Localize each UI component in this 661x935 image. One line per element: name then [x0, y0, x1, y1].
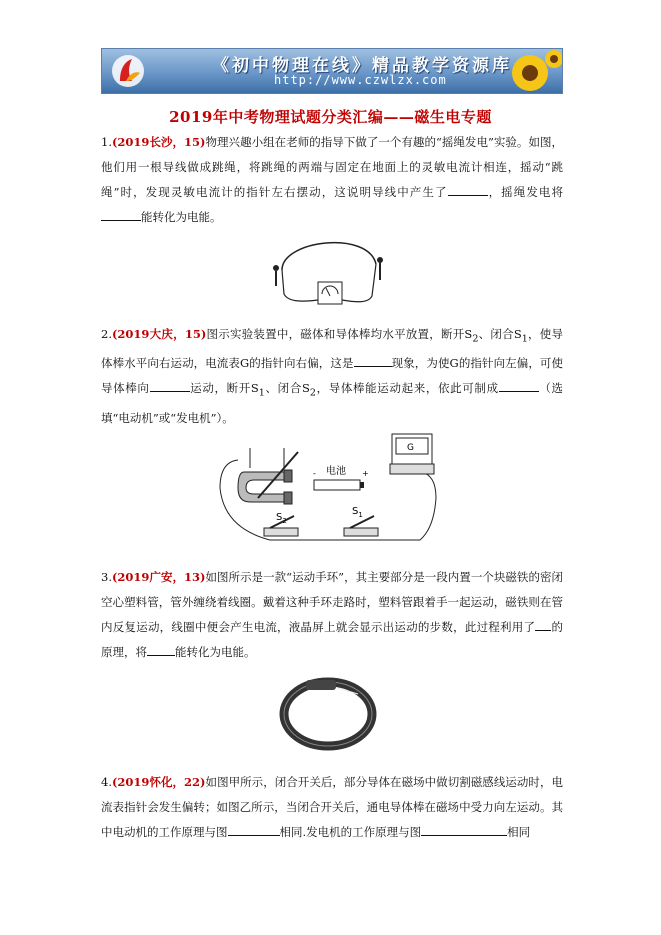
question-text: 、闭合S [478, 327, 522, 341]
question-4 [101, 770, 563, 845]
question-text: 现象，为使G的指针向左偏，可使导体棒向 [101, 356, 563, 396]
answer-blank[interactable] [448, 183, 488, 196]
banner-url[interactable]: http://www.czwlzx.com [274, 73, 447, 87]
subscript: 1 [258, 387, 265, 399]
sunflower-icon [482, 49, 562, 93]
document-title: 2019年中考物理试题分类汇编——磁生电专题 [169, 108, 492, 126]
question-text: 图示实验装置中，磁体和导体棒均水平放置，断开S [206, 327, 473, 341]
question-number: 2. [101, 327, 112, 341]
answer-blank[interactable] [150, 379, 190, 392]
question-text: 能转化为电能。 [175, 645, 256, 659]
question-number: 1. [101, 135, 112, 149]
banner-title: 《初中物理在线》精品教学资源库 [212, 56, 512, 76]
answer-blank[interactable] [354, 354, 392, 367]
galvanometer-label: G [407, 443, 414, 453]
subscript: 2 [309, 387, 316, 399]
subscript: 1 [521, 333, 528, 345]
battery-minus-label: - [313, 469, 316, 478]
switch-s2-label: $S_2$ [276, 512, 287, 525]
question-text: （选填“电动机”或“发电机”）。 [101, 381, 563, 425]
question-source: (2019怀化，22) [111, 775, 206, 789]
question-source: (2019大庆，15) [111, 327, 207, 341]
question-text: ，导体棒能运动起来，依此可制成 [315, 381, 499, 396]
question-number: 3. [101, 570, 112, 584]
question-text: 如图所示是一款“运动手环”，其主要部分是一段内置一个块磁铁的密闭空心塑料管，管外缠绕着线圈。戴着这种手环走路时，塑料管跟着手一起运动，磁铁则在管内反复运动，线圈中便会产生电流，液晶屏上就会显示出运动的步数，此过程利用了 [101, 570, 563, 634]
jump-rope-figure [268, 230, 390, 312]
site-logo-icon [110, 53, 146, 89]
answer-blank[interactable] [499, 379, 539, 392]
answer-blank[interactable] [101, 208, 141, 221]
question-text: 相同.发电机的工作原理与图 [279, 825, 422, 839]
question-number: 4. [101, 775, 112, 789]
circuit-figure [210, 428, 442, 554]
question-text: 相同 [507, 825, 531, 839]
question-text: 能转化为电能。 [141, 210, 222, 224]
answer-blank[interactable] [147, 643, 175, 656]
question-text: 、闭合S [264, 381, 310, 396]
battery-label: 电池 [326, 466, 346, 477]
answer-blank[interactable] [421, 823, 507, 836]
battery-plus-label: + [362, 469, 369, 478]
question-source: (2019广安，13) [111, 570, 206, 584]
question-text: 运动，断开S [189, 381, 259, 396]
question-text: 物理兴趣小组在老师的指导下做了一个有趣的“摇绳发电”实验。如图，他们用一根导线做成跳绳，将跳绳的两端与固定在地面上的灵敏电流计相连，摇动“跳绳”时，发现灵敏电流计的指针左右摆动，这说明导线中产生了 [101, 135, 563, 199]
question-text: 的原理，将 [101, 620, 564, 659]
subscript: 2 [472, 333, 479, 345]
question-3 [101, 565, 563, 665]
question-text: 如图甲所示，闭合开关后，部分导体在磁场中做切割磁感线运动时，电流表指针会发生偏转；如图乙所示，当闭合开关后，通电导体棒在磁场中受力向左运动。其中电动机的工作原理与图 [101, 775, 563, 839]
header-banner [101, 48, 563, 94]
fitness-band-figure [278, 674, 380, 756]
question-text: ，摇绳发电将 [487, 185, 563, 199]
answer-blank[interactable] [228, 823, 280, 836]
question-source: (2019长沙，15) [111, 135, 206, 149]
answer-blank[interactable] [535, 618, 551, 631]
question-2 [101, 322, 563, 431]
question-1 [101, 130, 563, 230]
question-text: ，使导体棒水平向右运动，电流表G的指针向右偏，这是 [101, 327, 563, 371]
switch-s1-label: $S_1$ [352, 506, 363, 519]
